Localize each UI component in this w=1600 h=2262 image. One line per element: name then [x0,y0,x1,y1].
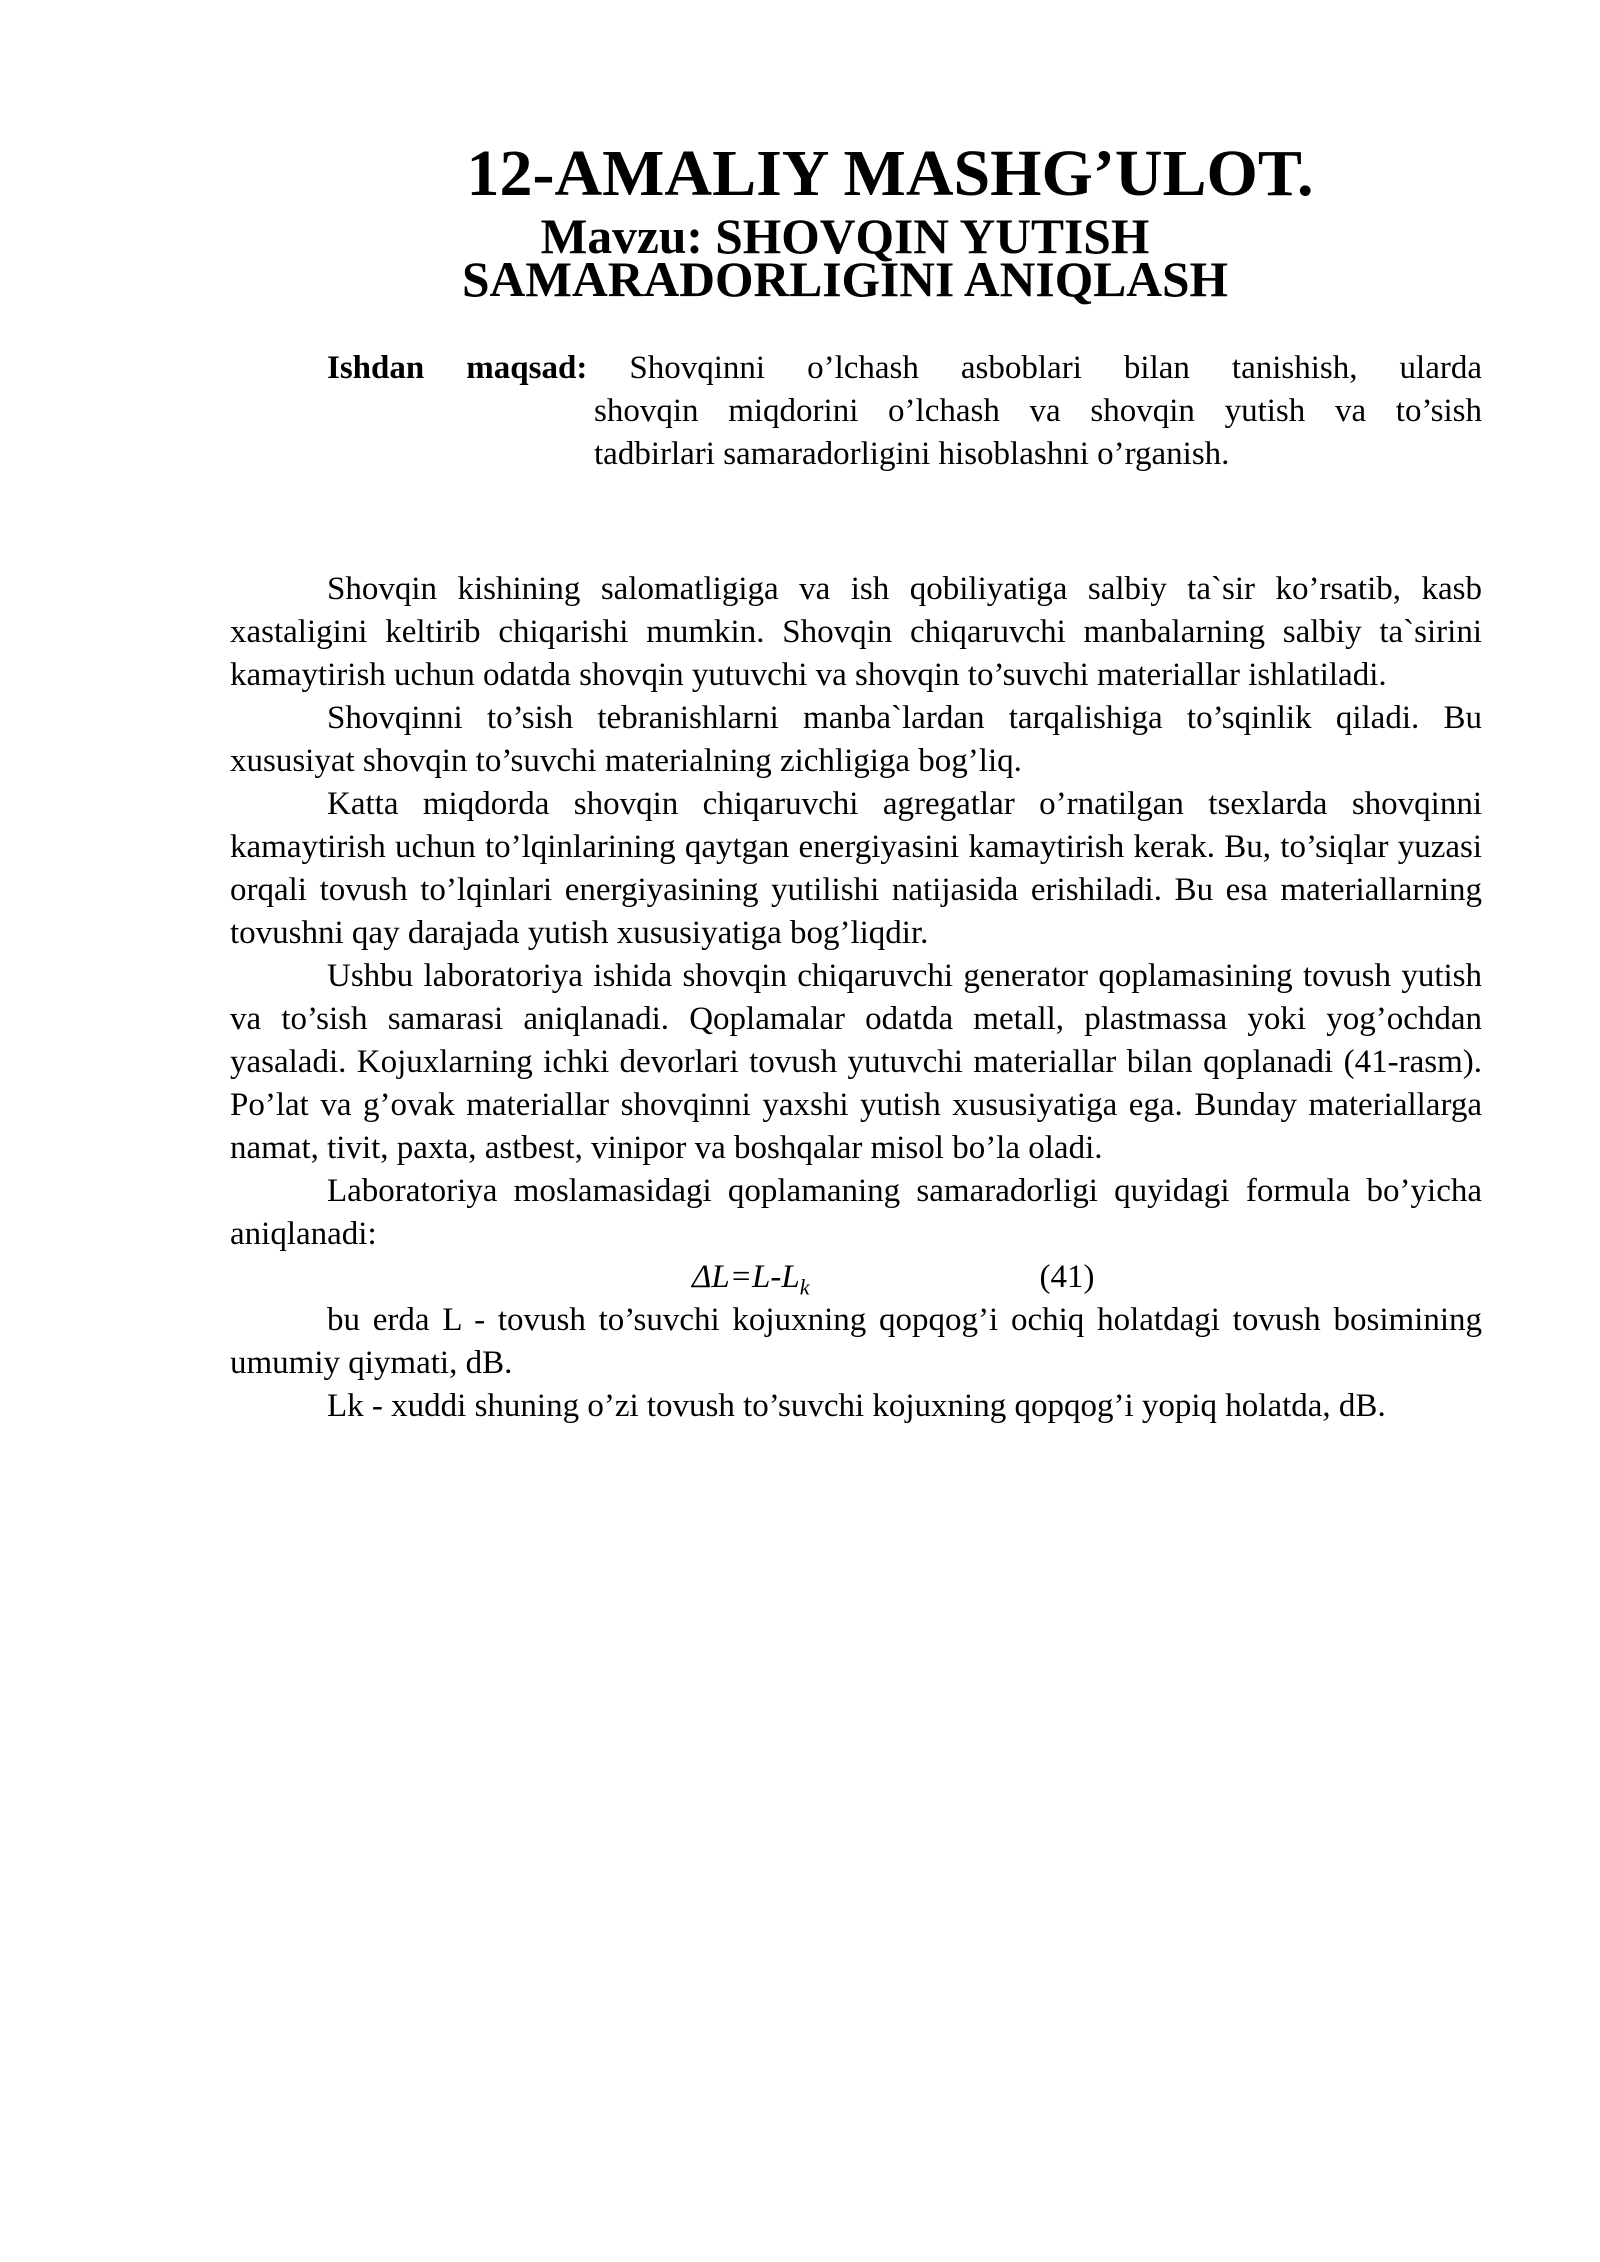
aim-text-1: Shovqinni o’lchash asboblari bilan tanishish, ularda [587,350,1482,386]
formula [692,1259,810,1300]
paragraph-3: Katta miqdorda shovqin chiqaruvchi agregatlar o’rnatilgan tsexlarda shovqinni kamaytirish uchun to’lqinlarining qaytgan energiyasini kamaytirish kerak. Bu, to’siqlar yuzasi orqali tovush to’lqinlari energiyasining yutilishi natijasida erishiladi. Bu esa materiallarning tovushni qay darajada yutish xususiyatiga bog’liqdir. [230,786,1482,951]
paragraph-4: Ushbu laboratoriya ishida shovqin chiqaruvchi generator qoplamasining tovush yutish va to’sish samarasi aniqlanadi. Qoplamalar odatda metall, plastmassa yoki yog’ochdan yasaladi. Kojuxlarning ichki devorlari tovush yutuvchi materiallar bilan qoplanadi (41-rasm). Po’lat va g’ovak materiallar shovqinni yaxshi yutish xususiyatiga ega. Bunday materiallarga namat, tivit, paxta, astbest, vinipor va boshqalar misol bo’la oladi. [230,958,1482,1166]
formula-number: (41) [1039,1259,1095,1295]
aim-line-2: shovqin miqdorini o’lchash va shovqin yutish va to’sish [594,393,1482,429]
aim-line-1 [327,347,1482,390]
aim-block [327,347,1482,476]
aim-label: Ishdan maqsad: [327,350,588,386]
paragraph-6: bu erda L - tovush to’suvchi kojuxning qopqog’i ochiq holatdagi tovush bosimining umumiy qiymati, dB. [230,1302,1482,1381]
page-title: 12-AMALIY MASHG’ULOT. [466,137,1314,210]
formula-line [230,1256,1482,1299]
paragraph-2: Shovqinni to’sish tebranishlarni manba`lardan tarqalishiga to’sqinlik qiladi. Bu xususiyat shovqin to’suvchi materialning zichligiga bog’liq. [230,700,1482,779]
paragraph-1: Shovqin kishining salomatligiga va ish qobiliyatiga salbiy ta`sir ko’rsatib, kasb xastaligini keltirib chiqarishi mumkin. Shovqin chiqaruvchi manbalarning salbiy ta`sirini kamaytirish uchun odatda shovqin yutuvchi va shovqin to’suvchi materiallar ishlatiladi. [230,571,1482,693]
formula-main: ΔL=L-L [692,1259,800,1295]
topic-line-1: Mavzu: SHOVQIN YUTISH [540,209,1150,264]
topic-heading [45,209,1600,307]
body-text [230,568,1482,1428]
aim-line-3: tadbirlari samaradorligini hisoblashni o’rganish. [594,436,1230,472]
formula-subscript: k [799,1274,810,1300]
paragraph-5: Laboratoriya moslamasidagi qoplamaning samaradorligi quyidagi formula bo’yicha aniqlanadi: [230,1173,1482,1252]
paragraph-7: Lk - xuddi shuning o’zi tovush to’suvchi kojuxning qopqog’i yopiq holatda, dB. [327,1388,1386,1424]
topic-line-2: SAMARADORLIGINI ANIQLASH [462,252,1228,307]
